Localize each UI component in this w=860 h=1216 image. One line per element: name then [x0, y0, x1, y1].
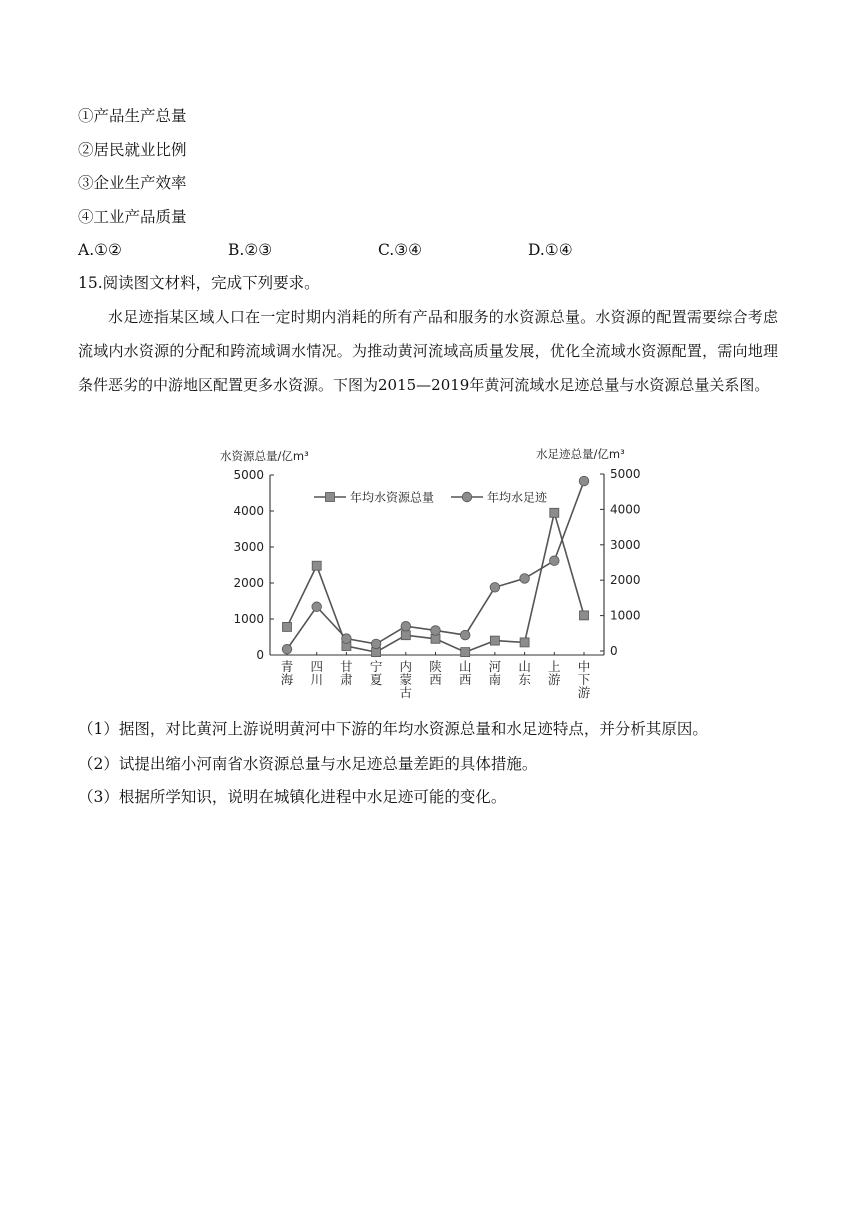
x-tick-labels [281, 659, 591, 700]
option-b: B.②③ [228, 241, 273, 259]
ylabel-left [220, 449, 309, 463]
legend-label-0: 年均水资源总量 [350, 490, 435, 505]
option-c: C.③④ [378, 241, 423, 259]
svg-text:水足迹总量/亿m³: 水足迹总量/亿m³ [536, 447, 625, 461]
data-point-circle [579, 476, 589, 486]
ylabel-right [536, 447, 625, 461]
svg-text:水资源总量/亿m³: 水资源总量/亿m³ [220, 449, 309, 463]
left-tick-label: 2000 [233, 576, 264, 590]
sub-question-1: （1）据图，对比黄河上游说明黄河中下游的年均水资源总量和水足迹特点，并分析其原因。 [78, 720, 708, 738]
data-point-square [312, 561, 321, 570]
data-point-circle [490, 582, 500, 592]
left-tick-label: 3000 [233, 540, 264, 554]
option-d: D.①④ [528, 241, 573, 259]
x-tick-label: 山东 [518, 659, 531, 687]
x-tick-label: 上游 [548, 659, 561, 687]
data-point-circle [460, 630, 470, 640]
answer-item-4: ④工业产品质量 [78, 208, 187, 226]
water-chart [214, 444, 644, 706]
x-tick-label: 山西 [458, 659, 472, 687]
data-point-circle [282, 644, 292, 654]
x-tick-label: 中下游 [577, 659, 591, 700]
option-a: A.①② [78, 241, 122, 259]
legend-marker-circle [462, 492, 472, 502]
data-point-circle [431, 626, 441, 636]
x-tick-label: 内蒙古 [399, 659, 413, 700]
right-tick-label: 5000 [610, 467, 641, 481]
legend-marker-square [326, 493, 335, 502]
x-tick-label: 甘肃 [340, 659, 353, 687]
series-line-1 [287, 481, 584, 649]
right-tick-label: 0 [610, 644, 618, 658]
right-tick-label: 3000 [610, 537, 641, 552]
data-point-square [283, 622, 292, 631]
left-tick-label: 1000 [233, 612, 264, 626]
x-tick-label: 陕西 [429, 659, 442, 687]
right-tick-label: 4000 [610, 502, 641, 517]
data-point-square [520, 638, 529, 647]
x-tick-label: 青海 [280, 659, 294, 687]
x-tick-label: 宁夏 [369, 659, 383, 687]
legend-label-1: 年均水足迹 [487, 490, 548, 505]
material-paragraph: 水足迹指某区域人口在一定时期内消耗的所有产品和服务的水资源总量。水资源的配置需要综合考虑流域内水资源的分配和跨流域调水情况。为推动黄河流域高质量发展，优化全流域水资源配置，需向地理条件恶劣的中游地区配置更多水资源。下图为2015—2019年黄河流域水足迹总量与水资源总量关系图。 [78, 308, 778, 394]
answer-item-3: ③企业生产效率 [78, 174, 187, 192]
x-tick-label: 河南 [488, 659, 502, 687]
data-point-circle [520, 574, 530, 584]
data-point-square [490, 636, 499, 645]
data-point-square [550, 508, 559, 517]
left-tick-label: 0 [256, 648, 264, 662]
data-point-square [580, 611, 589, 620]
data-point-circle [401, 621, 411, 631]
data-point-circle [371, 639, 381, 649]
sub-question-3: （3）根据所学知识，说明在城镇化进程中水足迹可能的变化。 [78, 788, 507, 806]
answer-item-2: ②居民就业比例 [78, 141, 187, 159]
x-tick-label: 四川 [310, 659, 323, 687]
right-tick-label: 2000 [610, 573, 641, 588]
question-title: 15.阅读图文材料，完成下列要求。 [78, 274, 320, 292]
left-tick-label: 4000 [233, 504, 264, 518]
answer-item-1: ①产品生产总量 [78, 107, 187, 125]
data-point-circle [312, 602, 322, 612]
data-point-circle [550, 556, 560, 566]
left-tick-label: 5000 [233, 468, 264, 482]
chart-legend [314, 490, 548, 505]
sub-question-2: （2）试提出缩小河南省水资源总量与水足迹总量差距的具体措施。 [78, 755, 538, 773]
data-point-square [401, 631, 410, 640]
data-point-square [461, 648, 470, 657]
right-tick-label: 1000 [610, 608, 641, 623]
data-point-circle [342, 634, 352, 644]
